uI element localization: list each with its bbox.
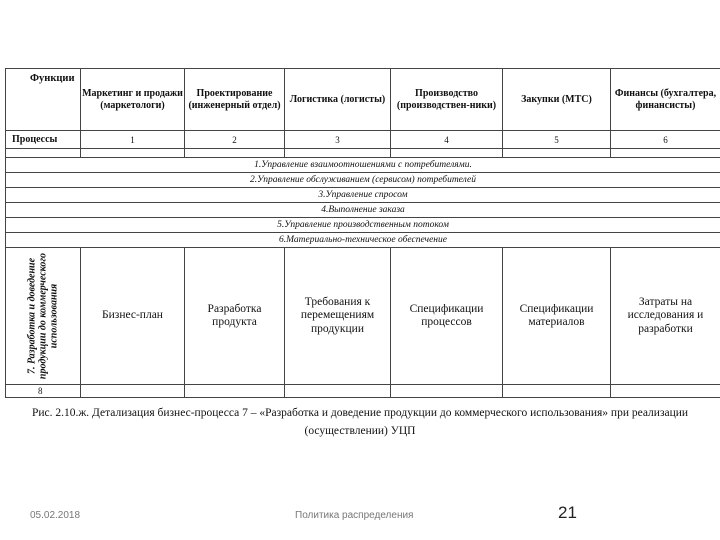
process-row [6, 203, 720, 218]
process-7-cell: Спецификации материалов [503, 248, 611, 385]
spacer-row [6, 149, 720, 158]
process-7-cell: Затраты на исследования и разработки [611, 248, 720, 385]
process-7-cell: Бизнес-план [81, 248, 185, 385]
process-8-row [6, 385, 720, 398]
process-7-label: 7. Разработка и доведение продукции до коммерческого использования [26, 252, 60, 380]
column-number: 3 [285, 131, 391, 149]
column-number: 2 [185, 131, 285, 149]
process-7-label-cell [6, 248, 81, 385]
process-row-label: 3.Управление спросом [6, 188, 720, 203]
process-row-label: 1.Управление взаимоотношениями с потребителями. [6, 158, 720, 173]
page-number: 21 [558, 503, 577, 522]
process-row-label: 5.Управление производственным потоком [6, 218, 720, 233]
process-row-label: 4.Выполнение заказа [6, 203, 720, 218]
column-header-production: Производство (производствен-ники) [391, 69, 503, 131]
process-8-label: 8 [6, 385, 81, 398]
column-number: 5 [503, 131, 611, 149]
footer-date: 05.02.2018 [30, 510, 81, 521]
number-row [6, 131, 720, 149]
functions-header: Функции [6, 69, 81, 131]
column-header-finance: Финансы (бухгалтера, финансисты) [611, 69, 720, 131]
processes-header: Процессы [6, 131, 81, 149]
process-row-label: 2.Управление обслуживанием (сервисом) потребителей [6, 173, 720, 188]
process-7-cell: Разработка продукта [185, 248, 285, 385]
column-header-marketing: Маркетинг и продажи (маркетологи) [81, 69, 185, 131]
column-number: 4 [391, 131, 503, 149]
column-header-engineering: Проектирование (инженерный отдел) [185, 69, 285, 131]
figure-caption: Рис. 2.10.ж. Детализация бизнес-процесса 7 – «Разработка и доведение продукции до коммерческого использования» при реализации (осуществлении) УЦП [31, 407, 689, 437]
process-row-label: 6.Материально-техническое обеспечение [6, 233, 720, 248]
process-row [6, 188, 720, 203]
column-number: 1 [81, 131, 185, 149]
process-7-cell: Спецификации процессов [391, 248, 503, 385]
header-row [6, 69, 720, 131]
process-function-table [5, 68, 720, 396]
column-header-procurement: Закупки (МТС) [503, 69, 611, 131]
column-header-logistics: Логистика (логисты) [285, 69, 391, 131]
process-row [6, 158, 720, 173]
footer-title: Политика распределения [295, 510, 414, 521]
process-row [6, 173, 720, 188]
process-7-cell: Требования к перемещениям продукции [285, 248, 391, 385]
process-row [6, 218, 720, 233]
column-number: 6 [611, 131, 720, 149]
process-row [6, 233, 720, 248]
process-7-row [6, 248, 720, 385]
